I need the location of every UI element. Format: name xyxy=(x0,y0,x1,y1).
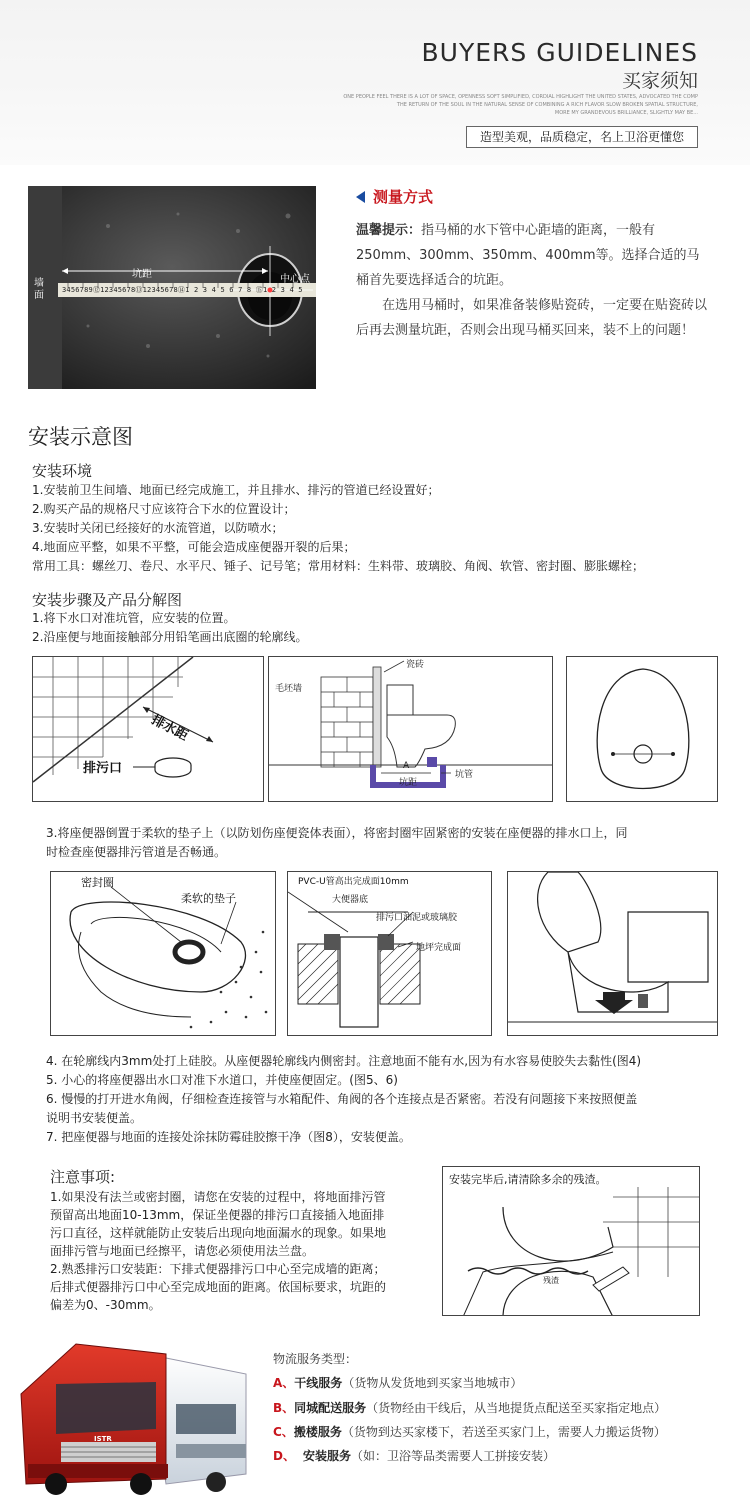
label-seal-ring: 密封圈 xyxy=(81,876,114,889)
steps-b xyxy=(46,1052,726,1147)
measurement-tip xyxy=(356,218,708,293)
step-line: 时检查座便器排污管道是否畅通。 xyxy=(46,845,227,859)
figure-seal-ring xyxy=(50,871,276,1036)
logistics-key: D、 xyxy=(273,1449,295,1463)
logistics-name: 安装服务 xyxy=(302,1449,351,1463)
figure-pvc-section xyxy=(287,871,492,1036)
label-pit-distance: 坑距 xyxy=(399,778,418,788)
logistics-key: A、 xyxy=(273,1376,295,1390)
label-outlet-glue: 排污口油泥或玻璃胶 xyxy=(376,913,458,923)
title-english: BUYERS GUIDELINES xyxy=(421,38,698,67)
label-drain-distance: 排水距 xyxy=(148,712,191,745)
tip-label: 温馨提示： xyxy=(356,223,422,238)
title-chinese: 买家须知 xyxy=(621,70,698,92)
env-list xyxy=(32,481,732,576)
tagline-line: ONE PEOPLE FEEL THERE IS A LOT OF SPACE, OPENNESS SOFT SIMPLIFIED, CORDIAL HIGHLIGHT THE UNITED STATES, ADVOCATED THE COMP xyxy=(343,94,698,100)
photo-label-wall: 墙面 xyxy=(34,278,44,301)
steps-a xyxy=(32,609,732,647)
measurement-heading-text: 测量方式 xyxy=(373,188,434,206)
label-residue: 残渣 xyxy=(543,1276,559,1285)
step-line: 7. 把座便器与地面的连接处涂抹防霉硅胶擦干净（图8），安装便盖。 xyxy=(46,1130,411,1144)
note-line: 2.熟悉排污口安装距：下排式便器排污口中心至完成墙的距离； xyxy=(50,1262,386,1276)
logistics-item-a xyxy=(273,1374,522,1391)
note-line: 后排式便器排污口中心至完成地面的距离。依国标要求，坑距的 xyxy=(50,1280,387,1294)
logistics-item-b xyxy=(273,1399,666,1416)
figure-toilet-side xyxy=(268,656,553,802)
note-line: 1.如果没有法兰或密封圈，请您在安装的过程中，将地面排污管 xyxy=(50,1190,386,1204)
measurement-heading xyxy=(356,186,433,207)
label-floor-finish: 地坪完成面 xyxy=(416,943,462,953)
tip-text: 指马桶的水下管中心距墙的距离，一般有250mm、300mm、350mm、400mm等。选择合适的马桶首先要选择适合的坑距。 xyxy=(356,223,700,288)
notes-title: 注意事项: xyxy=(50,1168,116,1186)
logistics-key: B、 xyxy=(273,1401,295,1415)
logistics-name: 干线服务 xyxy=(294,1376,343,1390)
truck-badge: ISTR xyxy=(94,1435,112,1443)
note-line: 污口直径，这样就能防止安装后出现向地面漏水的现象。如果地 xyxy=(50,1226,387,1240)
label-rough-wall: 毛坯墙 xyxy=(275,684,303,694)
logistics-name: 同城配送服务 xyxy=(294,1401,367,1415)
env-item: 常用工具：螺丝刀、卷尺、水平尺、锤子、记号笔；常用材料：生料带、玻璃胶、角阀、软管、密封圈、膨胀螺栓； xyxy=(32,559,645,573)
env-item: 2.购买产品的规格尺寸应该符合下水的位置设计； xyxy=(32,502,296,516)
note-line: 面排污管与地面已经擦平，请您必须使用法兰盘。 xyxy=(50,1244,315,1258)
install-title: 安装示意图 xyxy=(28,425,133,449)
tagline-line: THE RETURN OF THE SOUL IN THE NATURAL SENSE OF COMBINING A RICH FLAVOR SLOW BROKEN SPATIAL STRUCTURE, xyxy=(396,102,698,108)
measurement-paragraph: 在选用马桶时，如果准备装修贴瓷砖，一定要在贴瓷砖以后再去测量坑距，否则会出现马桶买回来，装不上的问题！ xyxy=(356,298,708,338)
step-3 xyxy=(46,824,726,862)
logistics-item-d xyxy=(273,1447,555,1464)
figure-cleanup xyxy=(442,1166,700,1316)
label-outlet: 排污口 xyxy=(83,761,123,776)
step-line: 说明书安装便盖。 xyxy=(46,1111,143,1125)
logistics-key: C、 xyxy=(273,1425,294,1439)
logistics-item-c xyxy=(273,1423,666,1440)
truck-image xyxy=(16,1334,256,1496)
logistics-name: 搬楼服务 xyxy=(293,1425,342,1439)
step-line: 1.将下水口对准坑管，应安装的位置。 xyxy=(32,611,236,625)
label-pvc: PVC-U管高出完成面10mm xyxy=(298,877,409,887)
env-title: 安装环境 xyxy=(32,462,93,480)
slogan-box: 造型美观，品质稳定，名上卫浴更懂您 xyxy=(466,126,698,148)
notes-text xyxy=(50,1188,440,1314)
label-toilet-bottom: 大便器底 xyxy=(332,895,369,905)
step-line: 5. 小心的将座便器出水口对准下水道口，并使座便固定。(图5、6) xyxy=(46,1073,398,1087)
logistics-title: 物流服务类型： xyxy=(273,1352,358,1366)
step-line: 6. 慢慢的打开进水角阀，仔细检查连接管与水箱配件、角阀的各个连接点是否紧密。若没有问题接下来按照便盖 xyxy=(46,1092,638,1106)
env-item: 1.安装前卫生间墙、地面已经完成施工，并且排水、排污的管道已经设置好； xyxy=(32,483,440,497)
measurement-text xyxy=(356,218,708,343)
cleanup-caption: 安装完毕后,请清除多余的残渣。 xyxy=(449,1173,607,1186)
figure-placing-toilet xyxy=(507,871,718,1036)
step-line: 4. 在轮廓线内3mm处打上硅胶。从座便器轮廓线内侧密封。注意地面不能有水,因为有水容易使胶失去黏性(图4) xyxy=(46,1054,642,1068)
photo-label-distance: 坑距 xyxy=(132,269,152,280)
header-banner xyxy=(0,0,750,165)
note-line: 预留高出地面10-13mm，保证坐便器的排污口直接插入地面排 xyxy=(50,1208,385,1222)
photo-ruler-digits: 3456789⑫12345678⑬12345678⑭1 2 3 4 5 6 7 8 ⑮1 2 3 4 5 xyxy=(62,286,303,294)
label-soft-pad: 柔软的垫子 xyxy=(181,892,236,905)
logistics-desc: （货物到达买家楼下，若送至买家门上，需要人力搬运货物） xyxy=(341,1425,666,1439)
logistics-desc: （如：卫浴等品类需要人工拼接安装） xyxy=(350,1449,555,1463)
triangle-left-icon xyxy=(356,191,365,203)
step-line: 2.沿座便与地面接触部分用铅笔画出底圈的轮廓线。 xyxy=(32,630,308,644)
label-pit-pipe: 坑管 xyxy=(455,770,474,780)
tagline xyxy=(298,93,698,117)
figure-drain-distance xyxy=(32,656,264,802)
logistics-desc: （货物经由干线后，从当地提货点配送至买家指定地点） xyxy=(366,1401,667,1415)
photo-label-center: 中心点 xyxy=(280,274,310,285)
tagline-line: MORE MY GRANDEVOUS BRILLIANCE, SLIGHTLY MAY BE... xyxy=(554,110,698,116)
env-item: 3.安装时关闭已经接好的水流管道，以防喷水； xyxy=(32,521,284,535)
note-line: 偏差为0、-30mm。 xyxy=(50,1298,161,1312)
step-line: 3.将座便器倒置于柔软的垫子上（以防划伤座便瓷体表面），将密封圈牢固紧密的安装在座便器的排水口上，同 xyxy=(46,826,628,840)
steps-title: 安装步骤及产品分解图 xyxy=(32,591,183,609)
label-a: A xyxy=(403,761,410,771)
measurement-photo xyxy=(28,186,316,389)
figure-outline xyxy=(566,656,718,802)
env-item: 4.地面应平整，如果不平整，可能会造成座便器开裂的后果； xyxy=(32,540,356,554)
label-tile: 瓷砖 xyxy=(406,660,425,670)
logistics-desc: （货物从发货地到买家当地城市） xyxy=(342,1376,523,1390)
